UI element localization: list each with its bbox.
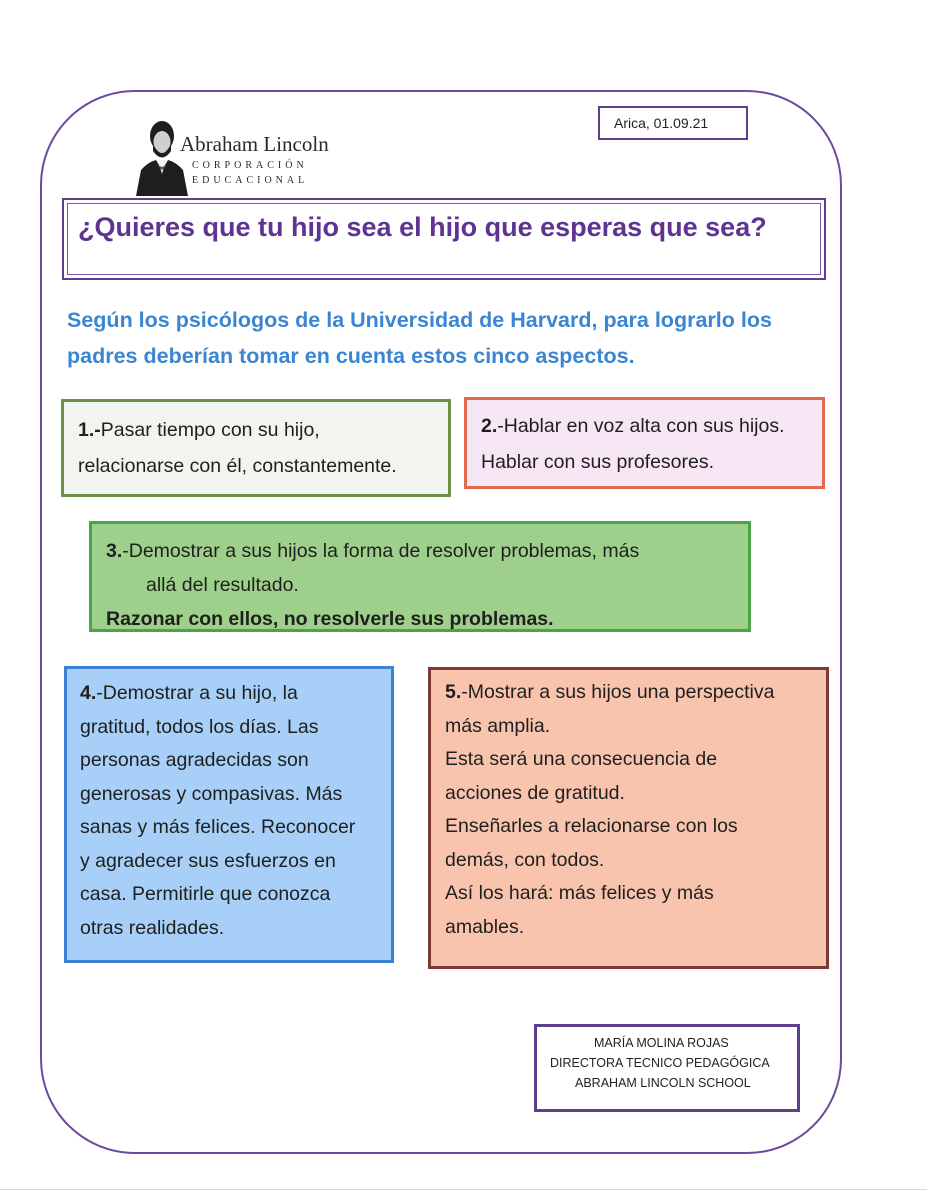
signature-name: MARÍA MOLINA ROJAS — [594, 1036, 729, 1050]
tip-text: Pasar tiempo con su hijo, — [100, 419, 320, 441]
tip-number: 1.- — [78, 419, 101, 441]
tip-line: amables. — [445, 915, 525, 938]
school-logo — [132, 118, 342, 196]
tip-line: otras realidades. — [80, 916, 225, 939]
tip-number: 2. — [481, 415, 498, 437]
tip-bold-line: Razonar con ellos, no resolverle sus problemas. — [106, 608, 554, 630]
tip-text: -Mostrar a sus hijos una perspectiva — [461, 681, 775, 703]
tip-line — [481, 408, 822, 444]
tip-line — [106, 534, 748, 568]
tip-line: gratitud, todos los días. Las — [80, 715, 319, 738]
tip-box-4 — [64, 666, 394, 963]
intro-paragraph — [67, 302, 827, 374]
tip-line: Así los hará: más felices y más — [445, 882, 714, 904]
tip-box-3 — [89, 521, 751, 632]
intro-line: Según los psicólogos de la Universidad de Harvard, para lograrlo los — [67, 308, 772, 332]
title-box — [62, 198, 826, 280]
date-label: Arica, 01.09.21 — [598, 106, 748, 140]
tip-line: sanas y más felices. Reconocer — [80, 816, 356, 838]
tip-line — [80, 677, 391, 711]
tip-text: -Hablar en voz alta con sus hijos. — [497, 415, 785, 437]
tip-number: 3. — [106, 540, 123, 562]
tip-line: casa. Permitirle que conozca — [80, 883, 331, 905]
logo-subtitle-2: EDUCACIONAL — [192, 175, 309, 186]
tip-line: relacionarse con él, constantemente. — [78, 455, 397, 477]
tip-line: y agradecer sus esfuerzos en — [80, 849, 336, 872]
tip-box-5 — [428, 667, 829, 969]
tip-line: Hablar con sus profesores. — [481, 451, 715, 473]
logo-subtitle-1: CORPORACIÓN — [192, 160, 308, 171]
page-title: ¿Quieres que tu hijo sea el hijo que esperas que sea? — [78, 212, 767, 242]
signature-role: DIRECTORA TECNICO PEDAGÓGICA — [550, 1056, 770, 1070]
tip-number: 5. — [445, 681, 462, 703]
tip-line: generosas y compasivas. Más — [80, 782, 343, 805]
tip-box-1 — [61, 399, 451, 497]
tip-text: -Demostrar a sus hijos la forma de resolver problemas, más — [122, 540, 640, 562]
tip-line: allá del resultado. — [146, 574, 299, 596]
tip-box-2 — [464, 397, 825, 489]
tip-line: acciones de gratitud. — [445, 781, 625, 804]
tip-number: 4. — [80, 682, 97, 704]
tip-line: demás, con todos. — [445, 848, 605, 871]
signature-school: ABRAHAM LINCOLN SCHOOL — [575, 1076, 751, 1090]
signature-box — [534, 1024, 800, 1112]
lincoln-portrait-icon — [132, 118, 190, 196]
scan-edge-line — [0, 1189, 927, 1190]
tip-line — [445, 676, 826, 710]
tip-line: personas agradecidas son — [80, 749, 309, 771]
tip-line: Esta será una consecuencia de — [445, 748, 718, 770]
tip-line: más amplia. — [445, 714, 551, 737]
intro-line: padres deberían tomar en cuenta estos cinco aspectos. — [67, 344, 635, 368]
tip-line — [78, 412, 448, 448]
tip-line: Enseñarles a relacionarse con los — [445, 815, 738, 837]
logo-title: Abraham Lincoln — [180, 132, 329, 156]
tip-text: -Demostrar a su hijo, la — [96, 682, 298, 704]
